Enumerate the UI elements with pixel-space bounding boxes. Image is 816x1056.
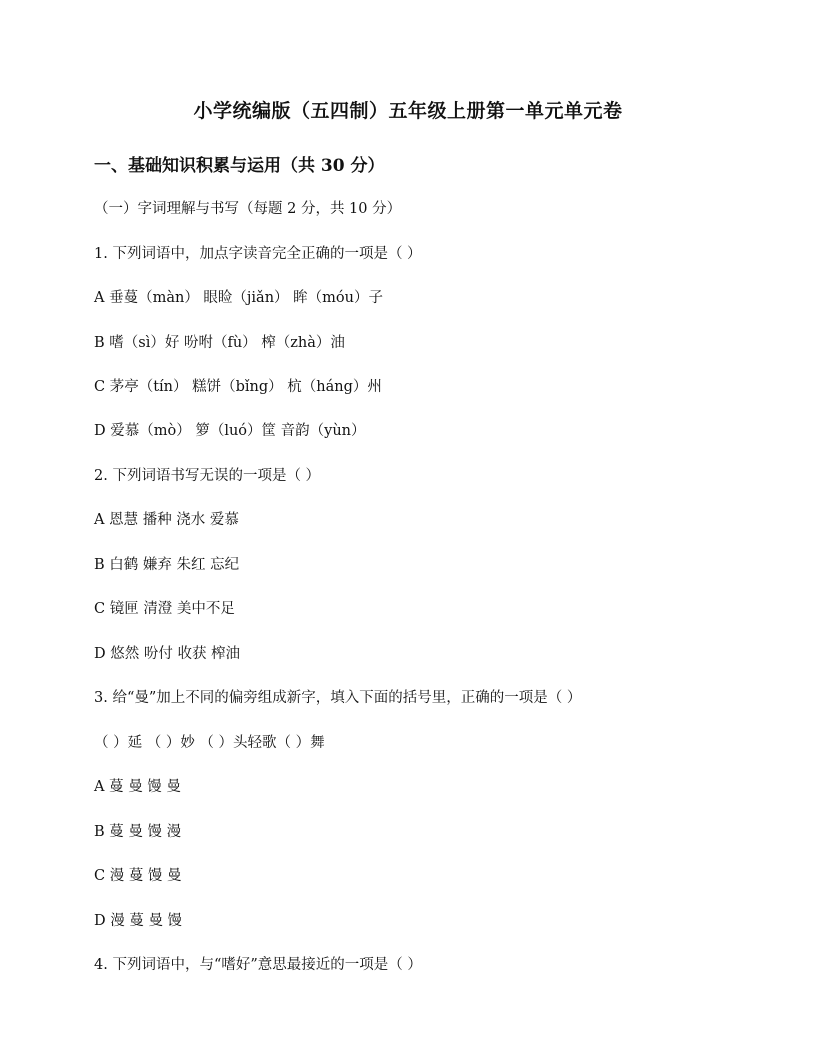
question-3-blanks: （ ）延 （ ）妙 （ ）头轻歌（ ）舞 <box>94 735 325 751</box>
question-3-option-b: B 蔓 曼 馒 漫 <box>94 824 182 840</box>
question-2-option-d: D 悠然 吩付 收获 榨油 <box>94 646 241 662</box>
question-2-option-c: C 镜匣 清澄 美中不足 <box>94 601 235 617</box>
question-1-option-c: C 茅亭（tín） 糕饼（bǐng） 杭（háng）州 <box>94 379 382 395</box>
question-1-option-d: D 爱慕（mò） 箩（luó）筐 音韵（yùn） <box>94 423 366 439</box>
question-2-option-b: B 白鹤 嫌弃 朱红 忘纪 <box>94 557 240 573</box>
question-4: 4. 下列词语中，与“嗜好”意思最接近的一项是（ ） <box>94 957 422 973</box>
question-1-option-b: B 嗜（sì）好 吩咐（fù） 榨（zhà）油 <box>94 335 345 351</box>
page-title: 小学统编版（五四制）五年级上册第一单元单元卷 <box>193 100 623 122</box>
question-1-option-a: A 垂蔓（màn） 眼睑（jiǎn） 眸（móu）子 <box>94 290 383 306</box>
question-3-option-a: A 蔓 曼 馒 曼 <box>94 779 181 795</box>
question-3-option-c: C 漫 蔓 馒 曼 <box>94 868 182 884</box>
question-3: 3. 给“曼”加上不同的偏旁组成新字，填入下面的括号里，正确的一项是（ ） <box>94 690 582 706</box>
question-2: 2. 下列词语书写无误的一项是（ ） <box>94 468 321 484</box>
section-heading: 一、基础知识积累与运用（共 30 分） <box>94 156 385 176</box>
subsection-heading: （一）字词理解与书写（每题 2 分，共 10 分） <box>94 201 402 217</box>
question-3-option-d: D 漫 蔓 曼 馒 <box>94 913 183 929</box>
question-1: 1. 下列词语中，加点字读音完全正确的一项是（ ） <box>94 246 422 262</box>
question-2-option-a: A 恩慧 播种 浇水 爱慕 <box>94 512 239 528</box>
